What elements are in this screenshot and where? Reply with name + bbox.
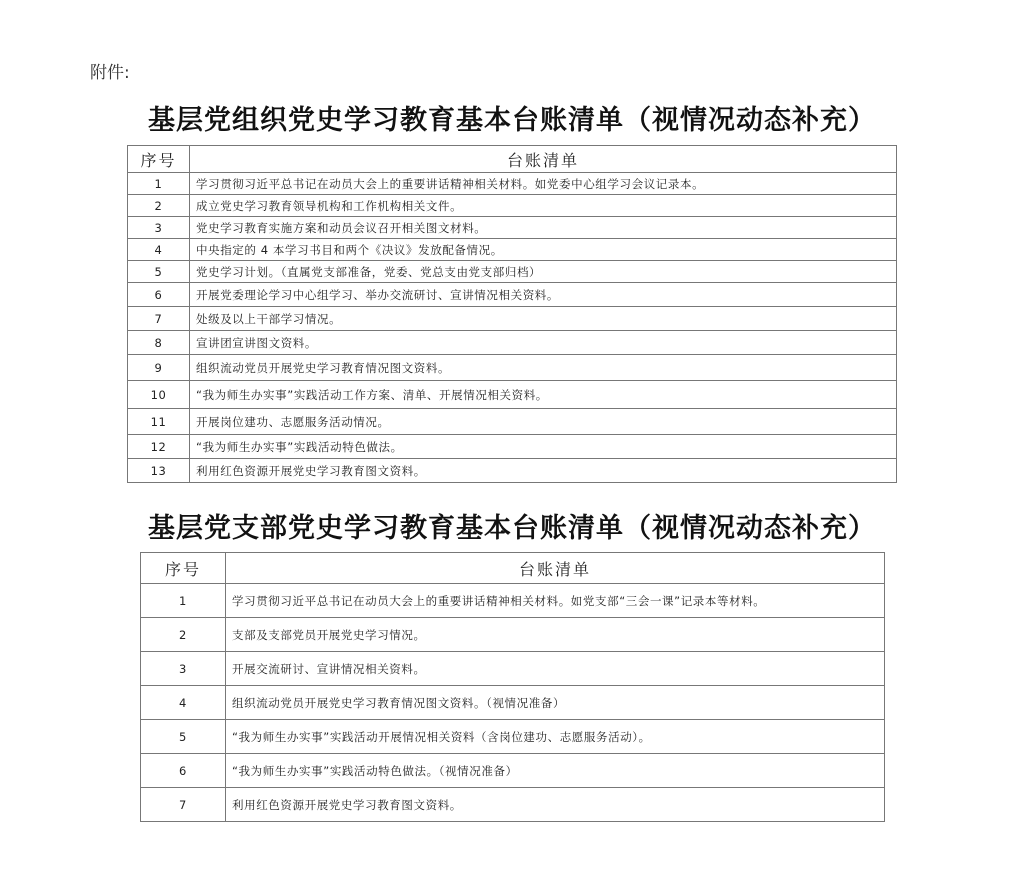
row-item-text: 组织流动党员开展党史学习教育情况图文资料。（视情况准备） bbox=[226, 686, 885, 720]
row-number: 12 bbox=[128, 435, 190, 459]
section1-ledger-table bbox=[127, 145, 897, 483]
row-number: 10 bbox=[128, 381, 190, 409]
table-row bbox=[128, 217, 897, 239]
row-item-text: 组织流动党员开展党史学习教育情况图文资料。 bbox=[190, 355, 897, 381]
row-item-text: 党史学习计划。（直属党支部准备，党委、党总支由党支部归档） bbox=[190, 261, 897, 283]
row-item-text: 中央指定的 4 本学习书目和两个《决议》发放配备情况。 bbox=[190, 239, 897, 261]
row-number: 1 bbox=[128, 173, 190, 195]
table-row bbox=[128, 239, 897, 261]
table-row bbox=[128, 331, 897, 355]
row-number: 8 bbox=[128, 331, 190, 355]
table-row bbox=[128, 283, 897, 307]
table-row bbox=[128, 409, 897, 435]
table-row bbox=[141, 788, 885, 822]
row-item-text: 开展交流研讨、宣讲情况相关资料。 bbox=[226, 652, 885, 686]
column-header-item: 台账清单 bbox=[226, 553, 885, 584]
section2-table-body bbox=[141, 584, 885, 822]
row-number: 9 bbox=[128, 355, 190, 381]
table-row bbox=[141, 618, 885, 652]
table-row bbox=[141, 652, 885, 686]
table-header-row bbox=[141, 553, 885, 584]
row-item-text: 学习贯彻习近平总书记在动员大会上的重要讲话精神相关材料。如党支部“三会一课”记录本等材料。 bbox=[226, 584, 885, 618]
row-item-text: 利用红色资源开展党史学习教育图文资料。 bbox=[226, 788, 885, 822]
row-number: 5 bbox=[141, 720, 226, 754]
row-number: 6 bbox=[128, 283, 190, 307]
section2-ledger-table bbox=[140, 552, 885, 822]
table-row bbox=[128, 195, 897, 217]
row-number: 11 bbox=[128, 409, 190, 435]
row-item-text: 处级及以上干部学习情况。 bbox=[190, 307, 897, 331]
column-header-number: 序号 bbox=[128, 146, 190, 173]
row-item-text: 成立党史学习教育领导机构和工作机构相关文件。 bbox=[190, 195, 897, 217]
table-header-row bbox=[128, 146, 897, 173]
table-row bbox=[128, 173, 897, 195]
row-number: 6 bbox=[141, 754, 226, 788]
row-item-text: 党史学习教育实施方案和动员会议召开相关图文材料。 bbox=[190, 217, 897, 239]
row-number: 3 bbox=[128, 217, 190, 239]
table-row bbox=[128, 261, 897, 283]
row-item-text: “我为师生办实事”实践活动特色做法。 bbox=[190, 435, 897, 459]
row-number: 5 bbox=[128, 261, 190, 283]
row-item-text: 开展岗位建功、志愿服务活动情况。 bbox=[190, 409, 897, 435]
row-item-text: 支部及支部党员开展党史学习情况。 bbox=[226, 618, 885, 652]
row-number: 2 bbox=[141, 618, 226, 652]
row-item-text: 利用红色资源开展党史学习教育图文资料。 bbox=[190, 459, 897, 483]
table-row bbox=[128, 381, 897, 409]
row-number: 2 bbox=[128, 195, 190, 217]
table-row bbox=[141, 686, 885, 720]
table-row bbox=[141, 720, 885, 754]
table-row bbox=[128, 459, 897, 483]
section2-title: 基层党支部党史学习教育基本台账清单（视情况动态补充） bbox=[148, 513, 876, 544]
row-item-text: 开展党委理论学习中心组学习、举办交流研讨、宣讲情况相关资料。 bbox=[190, 283, 897, 307]
row-number: 7 bbox=[128, 307, 190, 331]
column-header-number: 序号 bbox=[141, 553, 226, 584]
row-item-text: “我为师生办实事”实践活动开展情况相关资料（含岗位建功、志愿服务活动）。 bbox=[226, 720, 885, 754]
row-item-text: “我为师生办实事”实践活动特色做法。（视情况准备） bbox=[226, 754, 885, 788]
table-row bbox=[128, 307, 897, 331]
row-number: 7 bbox=[141, 788, 226, 822]
row-number: 3 bbox=[141, 652, 226, 686]
table-row bbox=[128, 355, 897, 381]
section1-title: 基层党组织党史学习教育基本台账清单（视情况动态补充） bbox=[148, 105, 876, 136]
section1-table-body bbox=[128, 173, 897, 483]
row-number: 4 bbox=[128, 239, 190, 261]
table-row bbox=[141, 754, 885, 788]
column-header-item: 台账清单 bbox=[190, 146, 897, 173]
row-number: 1 bbox=[141, 584, 226, 618]
table-row bbox=[141, 584, 885, 618]
row-number: 4 bbox=[141, 686, 226, 720]
row-number: 13 bbox=[128, 459, 190, 483]
table-row bbox=[128, 435, 897, 459]
row-item-text: 宣讲团宣讲图文资料。 bbox=[190, 331, 897, 355]
row-item-text: “我为师生办实事”实践活动工作方案、清单、开展情况相关资料。 bbox=[190, 381, 897, 409]
row-item-text: 学习贯彻习近平总书记在动员大会上的重要讲话精神相关材料。如党委中心组学习会议记录本。 bbox=[190, 173, 897, 195]
attachment-label: 附件: bbox=[90, 63, 130, 83]
